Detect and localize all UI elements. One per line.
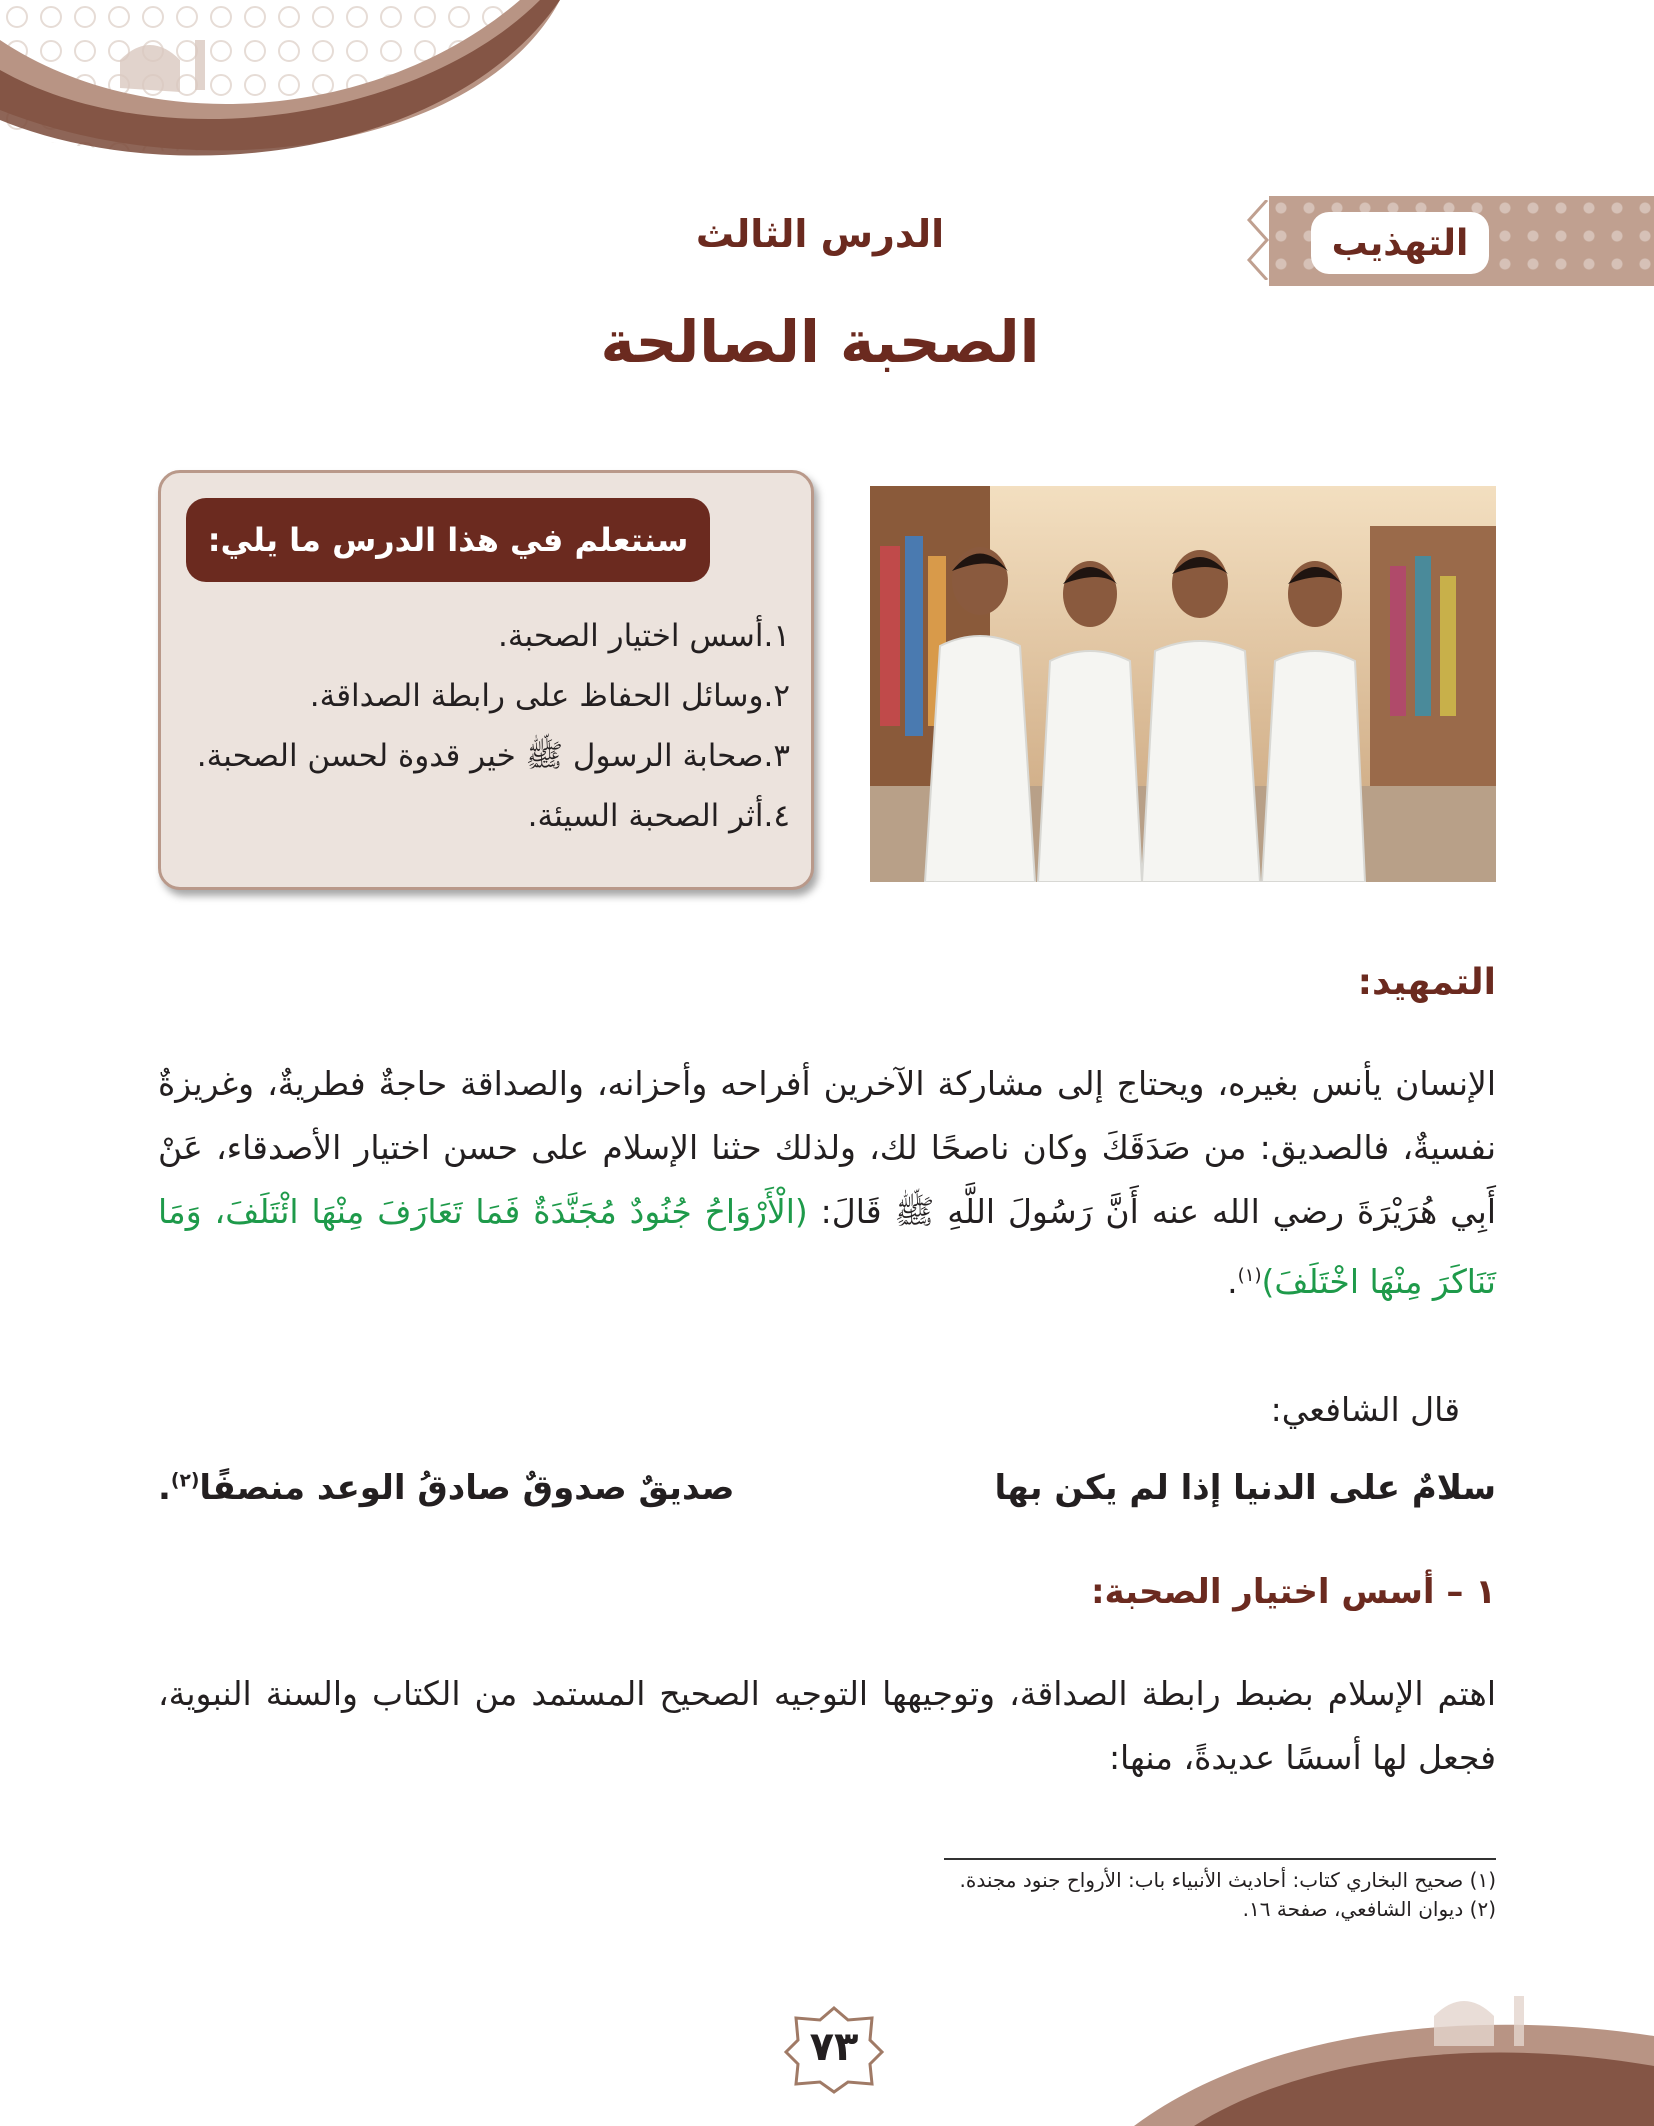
section1-heading: ١ – أسس اختيار الصحبة: bbox=[1090, 1572, 1496, 1612]
top-decoration bbox=[0, 0, 560, 160]
verse-end: . bbox=[158, 1468, 171, 1508]
intro-heading: التمهيد: bbox=[1357, 962, 1496, 1003]
verse-second-half bbox=[158, 1468, 734, 1508]
verse-first-half: سلامٌ على الدنيا إذا لم يكن بها bbox=[994, 1468, 1496, 1508]
band-ornament bbox=[1239, 200, 1269, 280]
intro-text: الإنسان يأنس بغيره، ويحتاج إلى مشاركة الآخرين أفراحه وأحزانه، والصداقة حاجةٌ فطريةٌ، وغريزةٌ نفسيةٌ، فالصديق: من صَدَقَكَ وكان ناصحًا لك، ولذلك حثنا الإسلام على حسن اختيار الأصدقاء، عَنْ أَبِي هُرَيْرَةَ رضي الله عنه أَنَّ رَسُولَ اللَّهِ ﷺ قَالَ: bbox=[158, 1064, 1496, 1231]
footnote-divider bbox=[944, 1858, 1496, 1860]
lesson-title: الصحبة الصالحة bbox=[600, 308, 1040, 376]
footnotes bbox=[700, 1866, 1496, 1924]
verse-second-half-text: صديقٌ صدوقٌ صادقُ الوعد منصفًا bbox=[199, 1468, 735, 1508]
objective-item: ٢.وسائل الحفاظ على رابطة الصداقة. bbox=[309, 678, 790, 714]
intro-paragraph bbox=[158, 1052, 1496, 1314]
page-number: ٧٣ bbox=[809, 2024, 859, 2070]
footnote-ref: (١) bbox=[1237, 1265, 1262, 1286]
objective-item: ٤.أثر الصحبة السيئة. bbox=[527, 798, 790, 834]
shafii-label: قال الشافعي: bbox=[1270, 1390, 1460, 1429]
hadith-text: (الْأَرْوَاحُ جُنُودٌ مُجَنَّدَةٌ فَمَا تَعَارَفَ مِنْهَا ائْتَلَفَ، وَمَا تَنَاكَرَ مِنْهَا اخْتَلَفَ) bbox=[158, 1192, 1496, 1301]
objectives-heading: سنتعلم في هذا الدرس ما يلي: bbox=[186, 498, 710, 582]
lesson-number: الدرس الثالث bbox=[695, 212, 945, 256]
footnote-item: (١) صحيح البخاري كتاب: أحاديث الأنبياء باب: الأرواح جنود مجندة. bbox=[959, 1868, 1496, 1892]
objective-item: ١.أسس اختيار الصحبة. bbox=[497, 618, 790, 654]
objectives-list bbox=[150, 606, 790, 846]
four-friends-photo bbox=[870, 486, 1496, 882]
bottom-decoration bbox=[1134, 1976, 1654, 2126]
objective-item: ٣.صحابة الرسول ﷺ خير قدوة لحسن الصحبة. bbox=[196, 738, 790, 774]
footnote-item: (٢) ديوان الشافعي، صفحة ١٦. bbox=[1242, 1897, 1496, 1921]
section1-paragraph: اهتم الإسلام بضبط رابطة الصداقة، وتوجيهها التوجيه الصحيح المستمد من الكتاب والسنة النبوية، فجعل لها أسسًا عديدةً، منها: bbox=[158, 1674, 1496, 1777]
intro-end: . bbox=[1227, 1262, 1238, 1301]
poem-verse bbox=[158, 1468, 1496, 1508]
subject-label: التهذيب bbox=[1311, 212, 1489, 274]
footnote-ref: (٢) bbox=[170, 1470, 200, 1492]
